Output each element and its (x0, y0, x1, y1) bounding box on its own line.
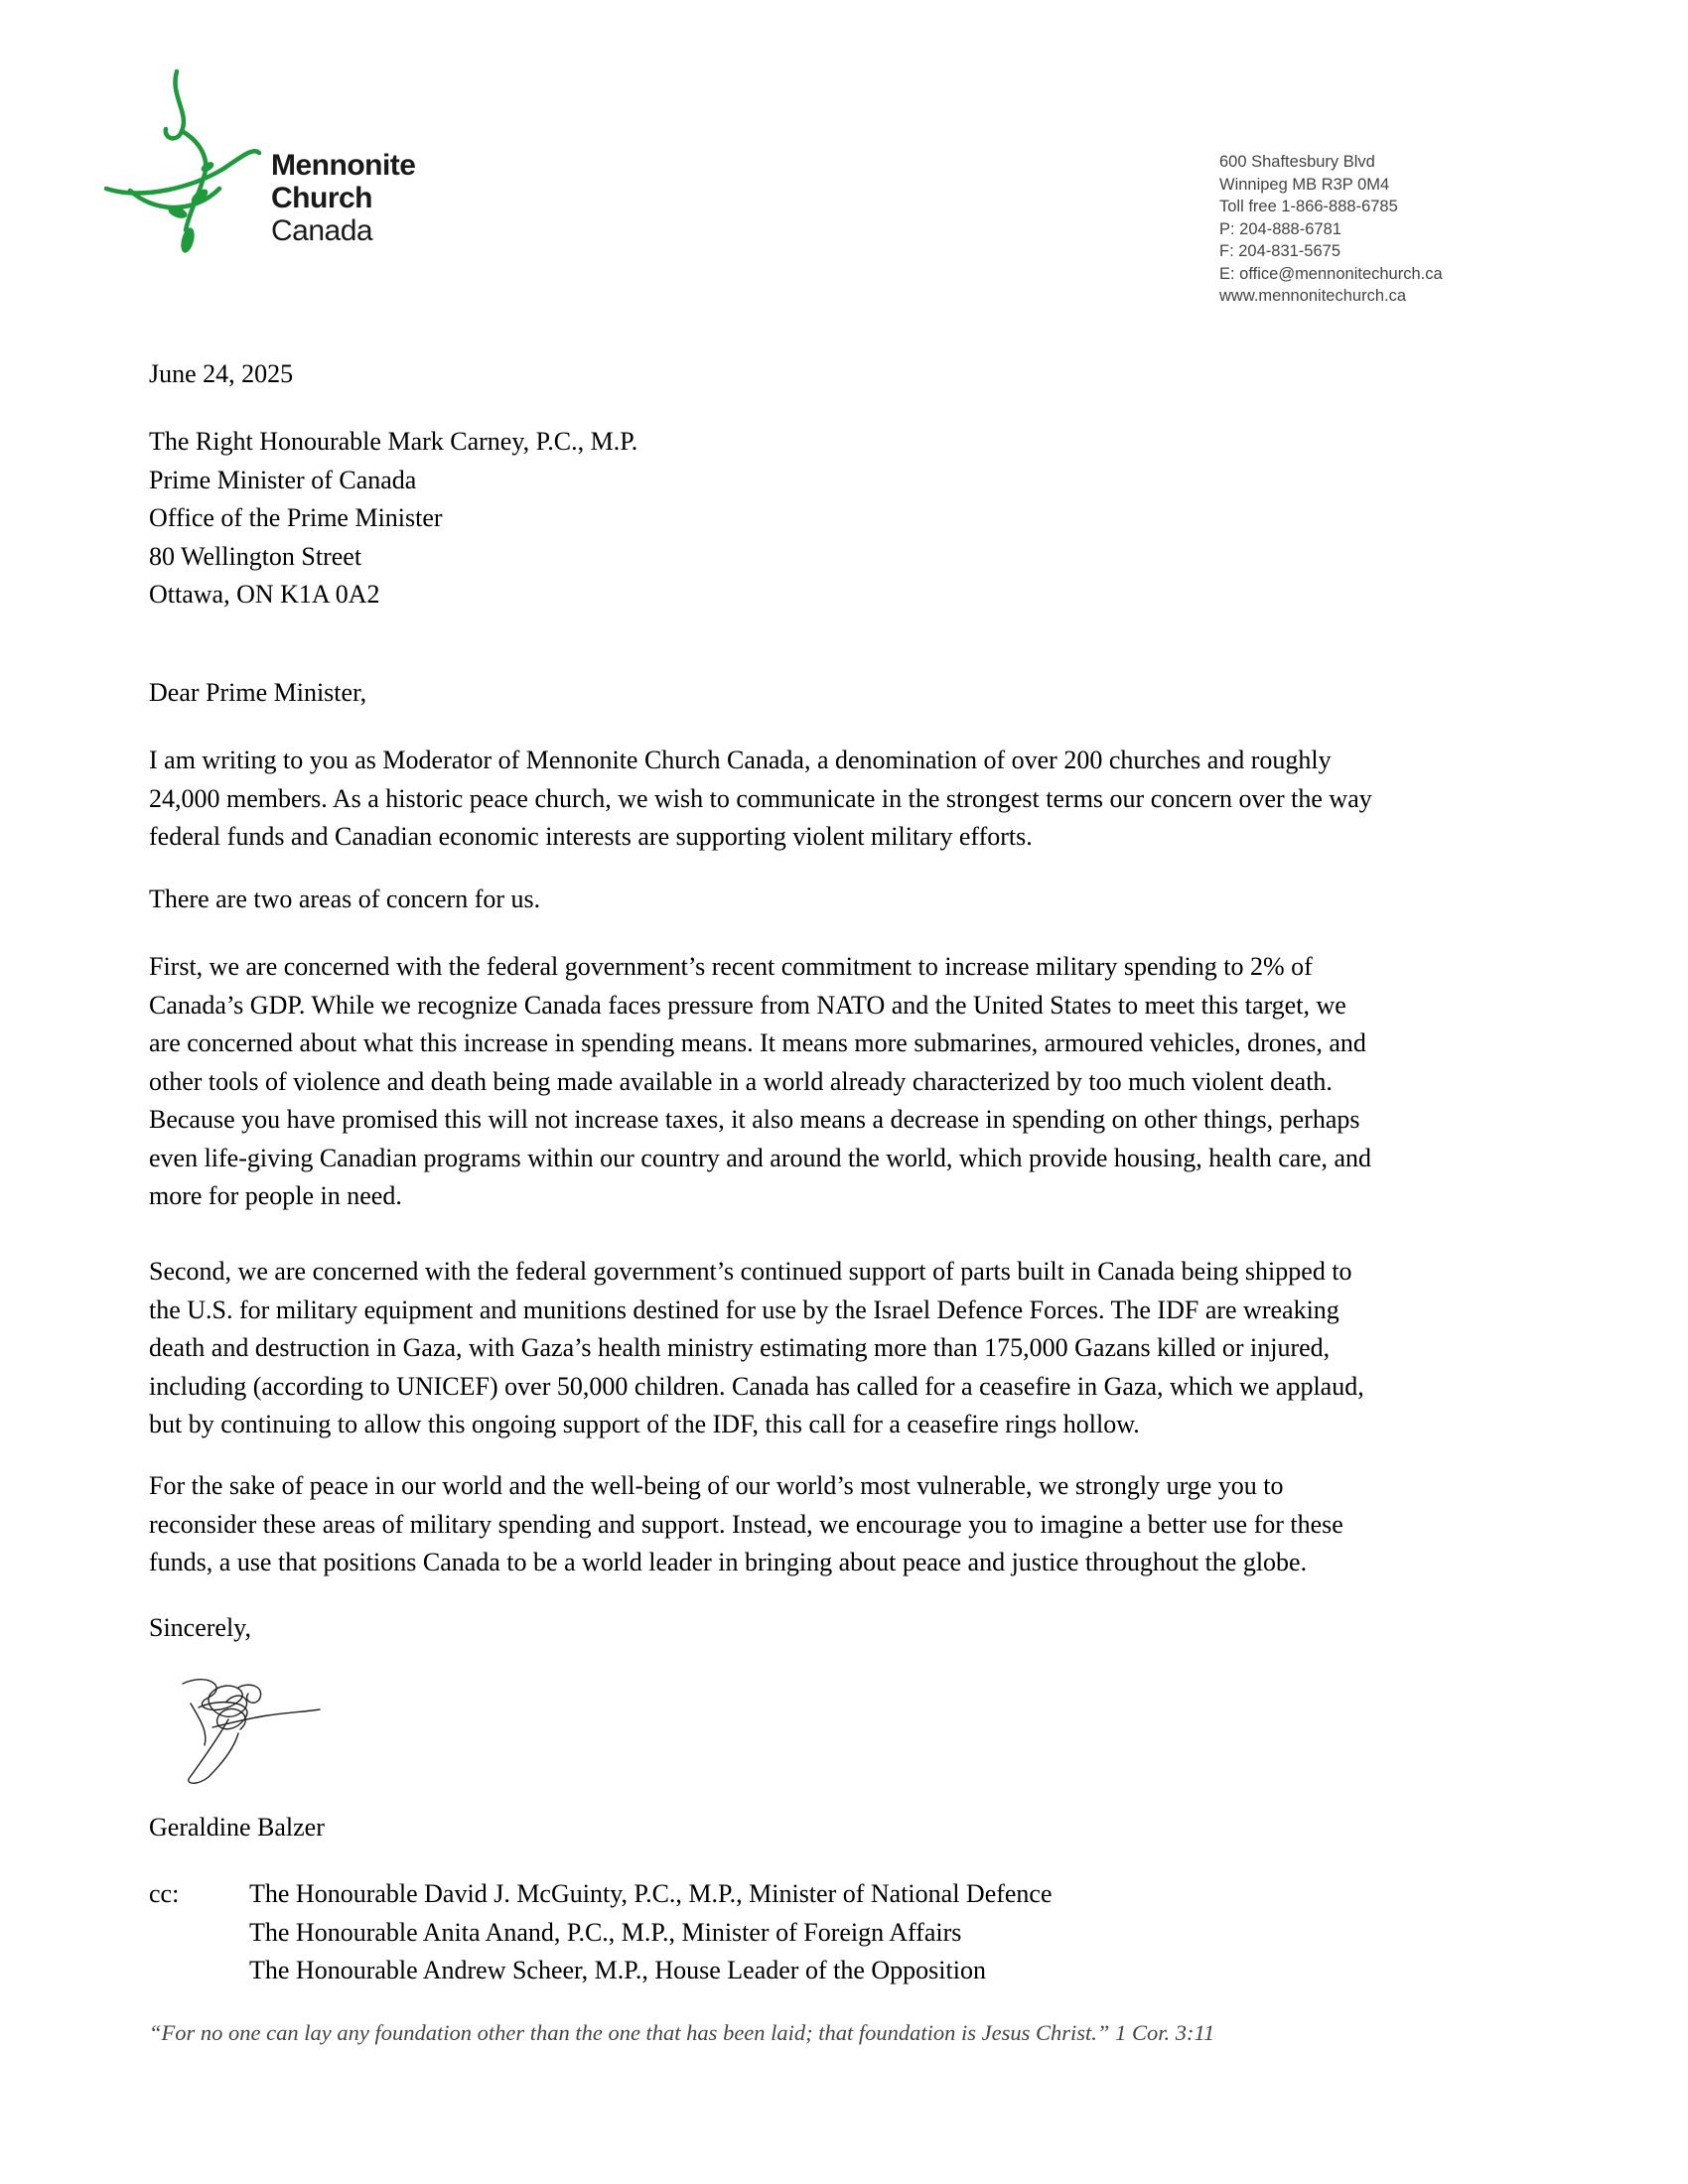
recipient-line1: The Right Honourable Mark Carney, P.C., M.P. (149, 427, 638, 456)
footer-verse: “For no one can lay any foundation other than the one that has been laid; that foundation is Jesus Christ.” 1 Cor. 3:11 (149, 2020, 1215, 2045)
paragraph-line: Because you have promised this will not increase taxes, it also means a decrease in spending on other things, perhaps (149, 1105, 1360, 1134)
recipient-line3: Office of the Prime Minister (149, 503, 443, 532)
org-name-line2: Church (271, 182, 372, 214)
paragraph-line: There are two areas of concern for us. (149, 885, 541, 913)
cc-label: cc: (149, 1879, 180, 1908)
body-paragraph-4 (149, 1253, 1539, 1444)
paragraph-line: other tools of violence and death being made available in a world already characterized by too much violent death. (149, 1066, 1333, 1096)
contact-email[interactable]: E: office@mennonitechurch.ca (1219, 264, 1443, 283)
contact-toll-free: Toll free 1-866-888-6785 (1219, 198, 1398, 215)
contact-address-line2: Winnipeg MB R3P 0M4 (1219, 175, 1390, 194)
org-name-line3: Canada (271, 214, 373, 247)
contact-address-line1: 600 Shaftesbury Blvd (1219, 153, 1375, 171)
paragraph-line: federal funds and Canadian economic interests are supporting violent military efforts. (149, 822, 1033, 851)
salutation: Dear Prime Minister, (149, 678, 367, 707)
closing: Sincerely, (149, 1613, 251, 1642)
letter-date: June 24, 2025 (149, 359, 294, 388)
paragraph-line: but by continuing to allow this ongoing support of the IDF, this call for a ceasefire rings hollow. (149, 1410, 1140, 1438)
contact-fax: F: 204-831-5675 (1219, 242, 1341, 260)
paragraph-line: funds, a use that positions Canada to be a world leader in bringing about peace and justice throughout the globe. (149, 1548, 1308, 1576)
paragraph-line: Canada’s GDP. While we recognize Canada faces pressure from NATO and the United States to meet this target, we (149, 990, 1346, 1020)
paragraph-line: For the sake of peace in our world and the well-being of our world’s most vulnerable, we strongly urge you to (149, 1471, 1284, 1500)
body-paragraph-1 (149, 742, 1539, 857)
org-name (271, 149, 416, 247)
paragraph-line: more for people in need. (149, 1181, 402, 1210)
recipient-line2: Prime Minister of Canada (149, 465, 417, 494)
paragraph-line: the U.S. for military equipment and munitions destined for use by the Israel Defence Forces. The IDF are wreaking (149, 1295, 1339, 1324)
cc-item: The Honourable David J. McGuinty, P.C., M.P., Minister of National Defence (249, 1879, 1053, 1908)
body-paragraph-2 (149, 881, 1539, 919)
recipient-address (149, 423, 637, 614)
paragraph-line: death and destruction in Gaza, with Gaza’s health ministry estimating more than 175,000 Gazans killed or injured, (149, 1333, 1331, 1362)
signer-name: Geraldine Balzer (149, 1813, 325, 1842)
contact-block (1219, 151, 1443, 308)
recipient-line4: 80 Wellington Street (149, 541, 362, 571)
contact-phone: P: 204-888-6781 (1219, 219, 1341, 238)
paragraph-line: even life-giving Canadian programs within our country and around the world, which provide housing, health care, and (149, 1143, 1372, 1172)
org-logo (104, 66, 442, 254)
paragraph-line: First, we are concerned with the federal government’s recent commitment to increase military spending to 2% of (149, 952, 1313, 981)
recipient-line5: Ottawa, ON K1A 0A2 (149, 580, 380, 609)
cc-item: The Honourable Anita Anand, P.C., M.P., Minister of Foreign Affairs (249, 1917, 962, 1947)
paragraph-line: are concerned about what this increase in spending means. It means more submarines, armoured vehicles, drones, and (149, 1028, 1366, 1057)
paragraph-line: Second, we are concerned with the federal government’s continued support of parts built in Canada being shipped to (149, 1257, 1352, 1286)
body-paragraph-3 (149, 948, 1539, 1216)
org-name-line1: Mennonite (271, 149, 416, 182)
cc-item: The Honourable Andrew Scheer, M.P., House Leader of the Opposition (249, 1956, 986, 1984)
paragraph-line: 24,000 members. As a historic peace church, we wish to communicate in the strongest terms our concern over the way (149, 783, 1372, 813)
contact-website[interactable]: www.mennonitechurch.ca (1219, 287, 1407, 305)
dove-with-olive-branch-icon (104, 66, 273, 254)
paragraph-line: reconsider these areas of military spending and support. Instead, we encourage you to imagine a better use for these (149, 1509, 1343, 1539)
paragraph-line: I am writing to you as Moderator of Mennonite Church Canada, a denomination of over 200 churches and roughly (149, 746, 1332, 774)
cc-list (249, 1875, 1053, 1990)
paragraph-line: including (according to UNICEF) over 50,000 children. Canada has called for a ceasefire in Gaza, which we applaud, (149, 1371, 1364, 1401)
handwritten-signature (169, 1668, 328, 1797)
body-paragraph-5 (149, 1467, 1539, 1582)
